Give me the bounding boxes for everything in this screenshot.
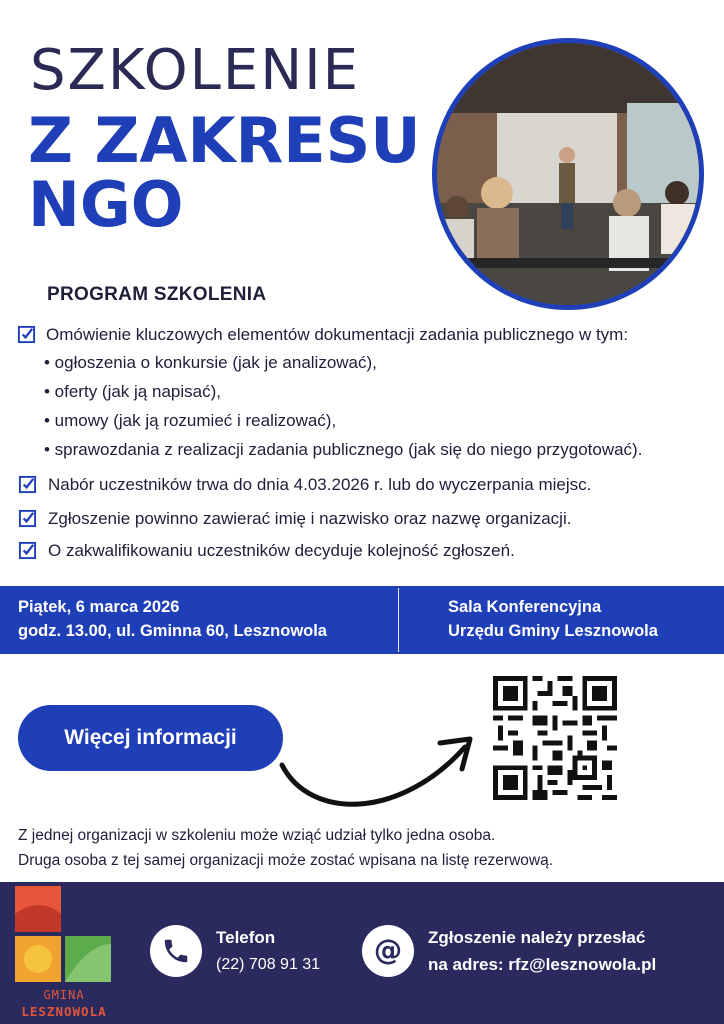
- program-heading: PROGRAM SZKOLENIA: [47, 284, 267, 305]
- program-bullet-2: • oferty (jak ją napisać),: [44, 382, 221, 401]
- program-item-3: Zgłoszenie powinno zawierać imię i nazwisko oraz nazwę organizacji.: [48, 509, 572, 528]
- checkbox-icon: [18, 475, 37, 494]
- title-line-3: NGO: [28, 168, 184, 241]
- program-bullet-3: • umowy (jak ją rozumieć i realizować),: [44, 411, 337, 430]
- checkbox-icon: [18, 509, 37, 528]
- svg-text:@: @: [373, 934, 403, 967]
- qr-code[interactable]: [493, 676, 617, 800]
- program-bullet-1: • ogłoszenia o konkursie (jak je analizować),: [44, 353, 377, 372]
- email-line-2[interactable]: na adres: rfz@lesznowola.pl: [428, 955, 657, 974]
- phone-icon: [150, 925, 202, 977]
- training-photo: [432, 38, 704, 310]
- arrow-icon: [270, 725, 490, 815]
- band-divider: [398, 588, 399, 652]
- program-item-1: Omówienie kluczowych elementów dokumentacji zadania publicznego w tym:: [46, 325, 629, 344]
- event-venue-line-2: Urzędu Gminy Lesznowola: [448, 622, 658, 640]
- program-bullet-4: • sprawozdania z realizacji zadania publicznego (jak się do niego przygotować).: [44, 440, 643, 459]
- program-item-2: Nabór uczestników trwa do dnia 4.03.2026 r. lub do wyczerpania miejsc.: [48, 475, 592, 494]
- title-line-1: SZKOLENIE: [30, 38, 361, 103]
- note-line-1: Z jednej organizacji w szkoleniu może wziąć udział tylko jedna osoba.: [18, 827, 496, 844]
- phone-number[interactable]: (22) 708 91 31: [216, 956, 321, 973]
- logo-text-lesznowola: LESZNOWOLA: [21, 1004, 107, 1019]
- logo-text-gmina: GMINA: [43, 988, 85, 1002]
- more-info-button[interactable]: Więcej informacji: [18, 705, 283, 771]
- event-date: Piątek, 6 marca 2026: [18, 598, 180, 616]
- at-icon: [362, 925, 414, 977]
- email-line-1: Zgłoszenie należy przesłać: [428, 928, 646, 947]
- gmina-logo: [13, 884, 115, 984]
- phone-label: Telefon: [216, 928, 276, 947]
- program-item-4: O zakwalifikowaniu uczestników decyduje kolejność zgłoszeń.: [48, 541, 515, 560]
- title-line-2: Z ZAKRESU: [28, 104, 421, 177]
- note-line-2: Druga osoba z tej samej organizacji może zostać wpisana na listę rezerwową.: [18, 852, 553, 869]
- checkbox-icon: [17, 325, 36, 344]
- checkbox-icon: [18, 541, 37, 560]
- event-time-place: godz. 13.00, ul. Gminna 60, Lesznowola: [18, 622, 327, 640]
- event-venue-line-1: Sala Konferencyjna: [448, 598, 602, 616]
- event-info-band: [0, 586, 724, 654]
